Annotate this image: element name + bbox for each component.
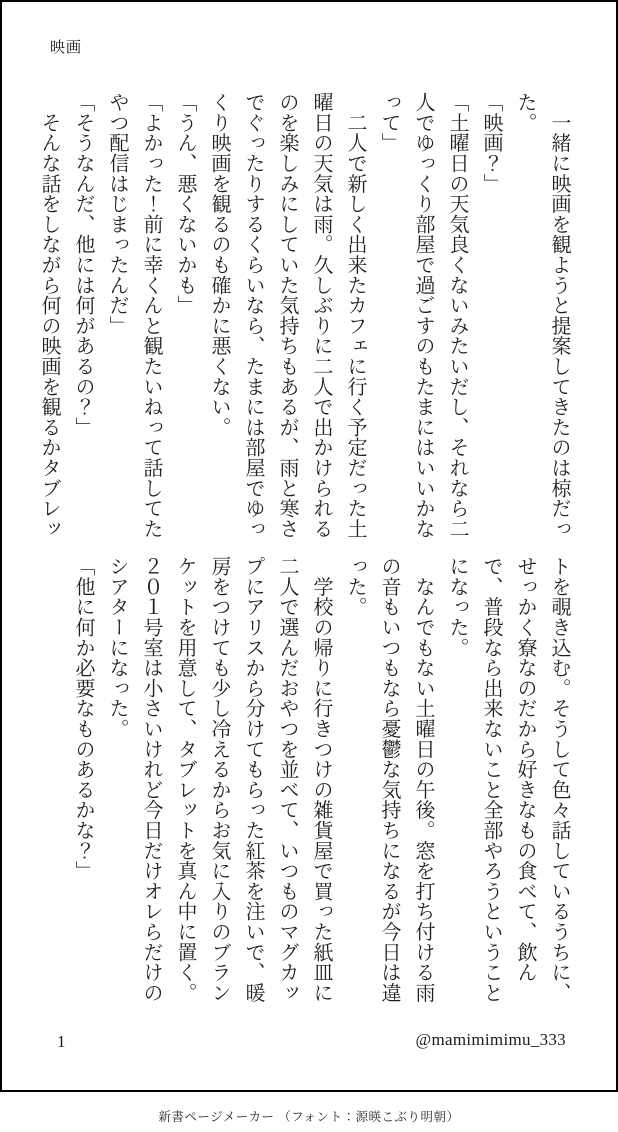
page-title: 映画 [50, 40, 83, 56]
paragraph: なんでもない土曜日の午後。窓を打ち付ける雨の音もいつもなら憂鬱な気持ちになるが今日は違った。 [344, 556, 434, 1003]
paragraph: 二人で新しく出来たカフェに行く予定だった土曜日の天気は雨。久しぶりに二人で出かけられるのを楽しみにしていた気持ちもあるが、雨と寒さでぐったりするくらいなら、たまには部屋でゆっくり映画を観るのも確かに悪くない。 [208, 92, 366, 539]
paragraph: 「映画？」 [480, 92, 502, 194]
text-section-bottom [66, 556, 576, 1014]
author-handle: @mamimimimu_333 [415, 1030, 566, 1049]
text-section-top [32, 92, 576, 544]
paragraph: 学校の帰りに行きつけの雑貨屋で買った紙皿に二人で選んだおやつを並べて、いつものマグカップにアリスから分けてもらった紅茶を注いで、暖房をつけても少し冷えるからお気に入りのブランケットを用意して、タブレットを真ん中に置く。 [174, 556, 332, 1003]
paragraph: ２０１号室は小さいけれど今日だけオレらだけのシアターになった。 [106, 556, 162, 1003]
paragraph: 「そうなんだ、他には何があるの？」 [72, 92, 94, 438]
paragraph: 「よかった！前に幸くんと観たいねって話してたやつ配信はじまったんだ」 [106, 92, 162, 539]
generator-caption: 新書ページメーカー （フォント：源暎こぶり明朝） [158, 1110, 460, 1124]
paragraph: 「土曜日の天気良くないみたいだし、それなら二人でゆっくり部屋で過ごすのもたまにはいいかなって」 [378, 92, 468, 539]
page-number: 1 [57, 1032, 66, 1051]
paragraph: そんな話をしながら何の映画を観るかタブレッ [38, 92, 60, 539]
paragraph: トを覗き込む。そうして色々話しているうちに、せっかく寮なのだから好きなもの食べて、飲んで、普段なら出来ないこと全部やろうということになった。 [446, 556, 570, 1003]
paragraph: 「うん、悪くないかも」 [174, 92, 196, 316]
paragraph: 「他に何か必要なものあるかな？」 [72, 556, 94, 881]
paragraph: 一緒に映画を観ようと提案してきたのは椋だった。 [514, 92, 570, 539]
